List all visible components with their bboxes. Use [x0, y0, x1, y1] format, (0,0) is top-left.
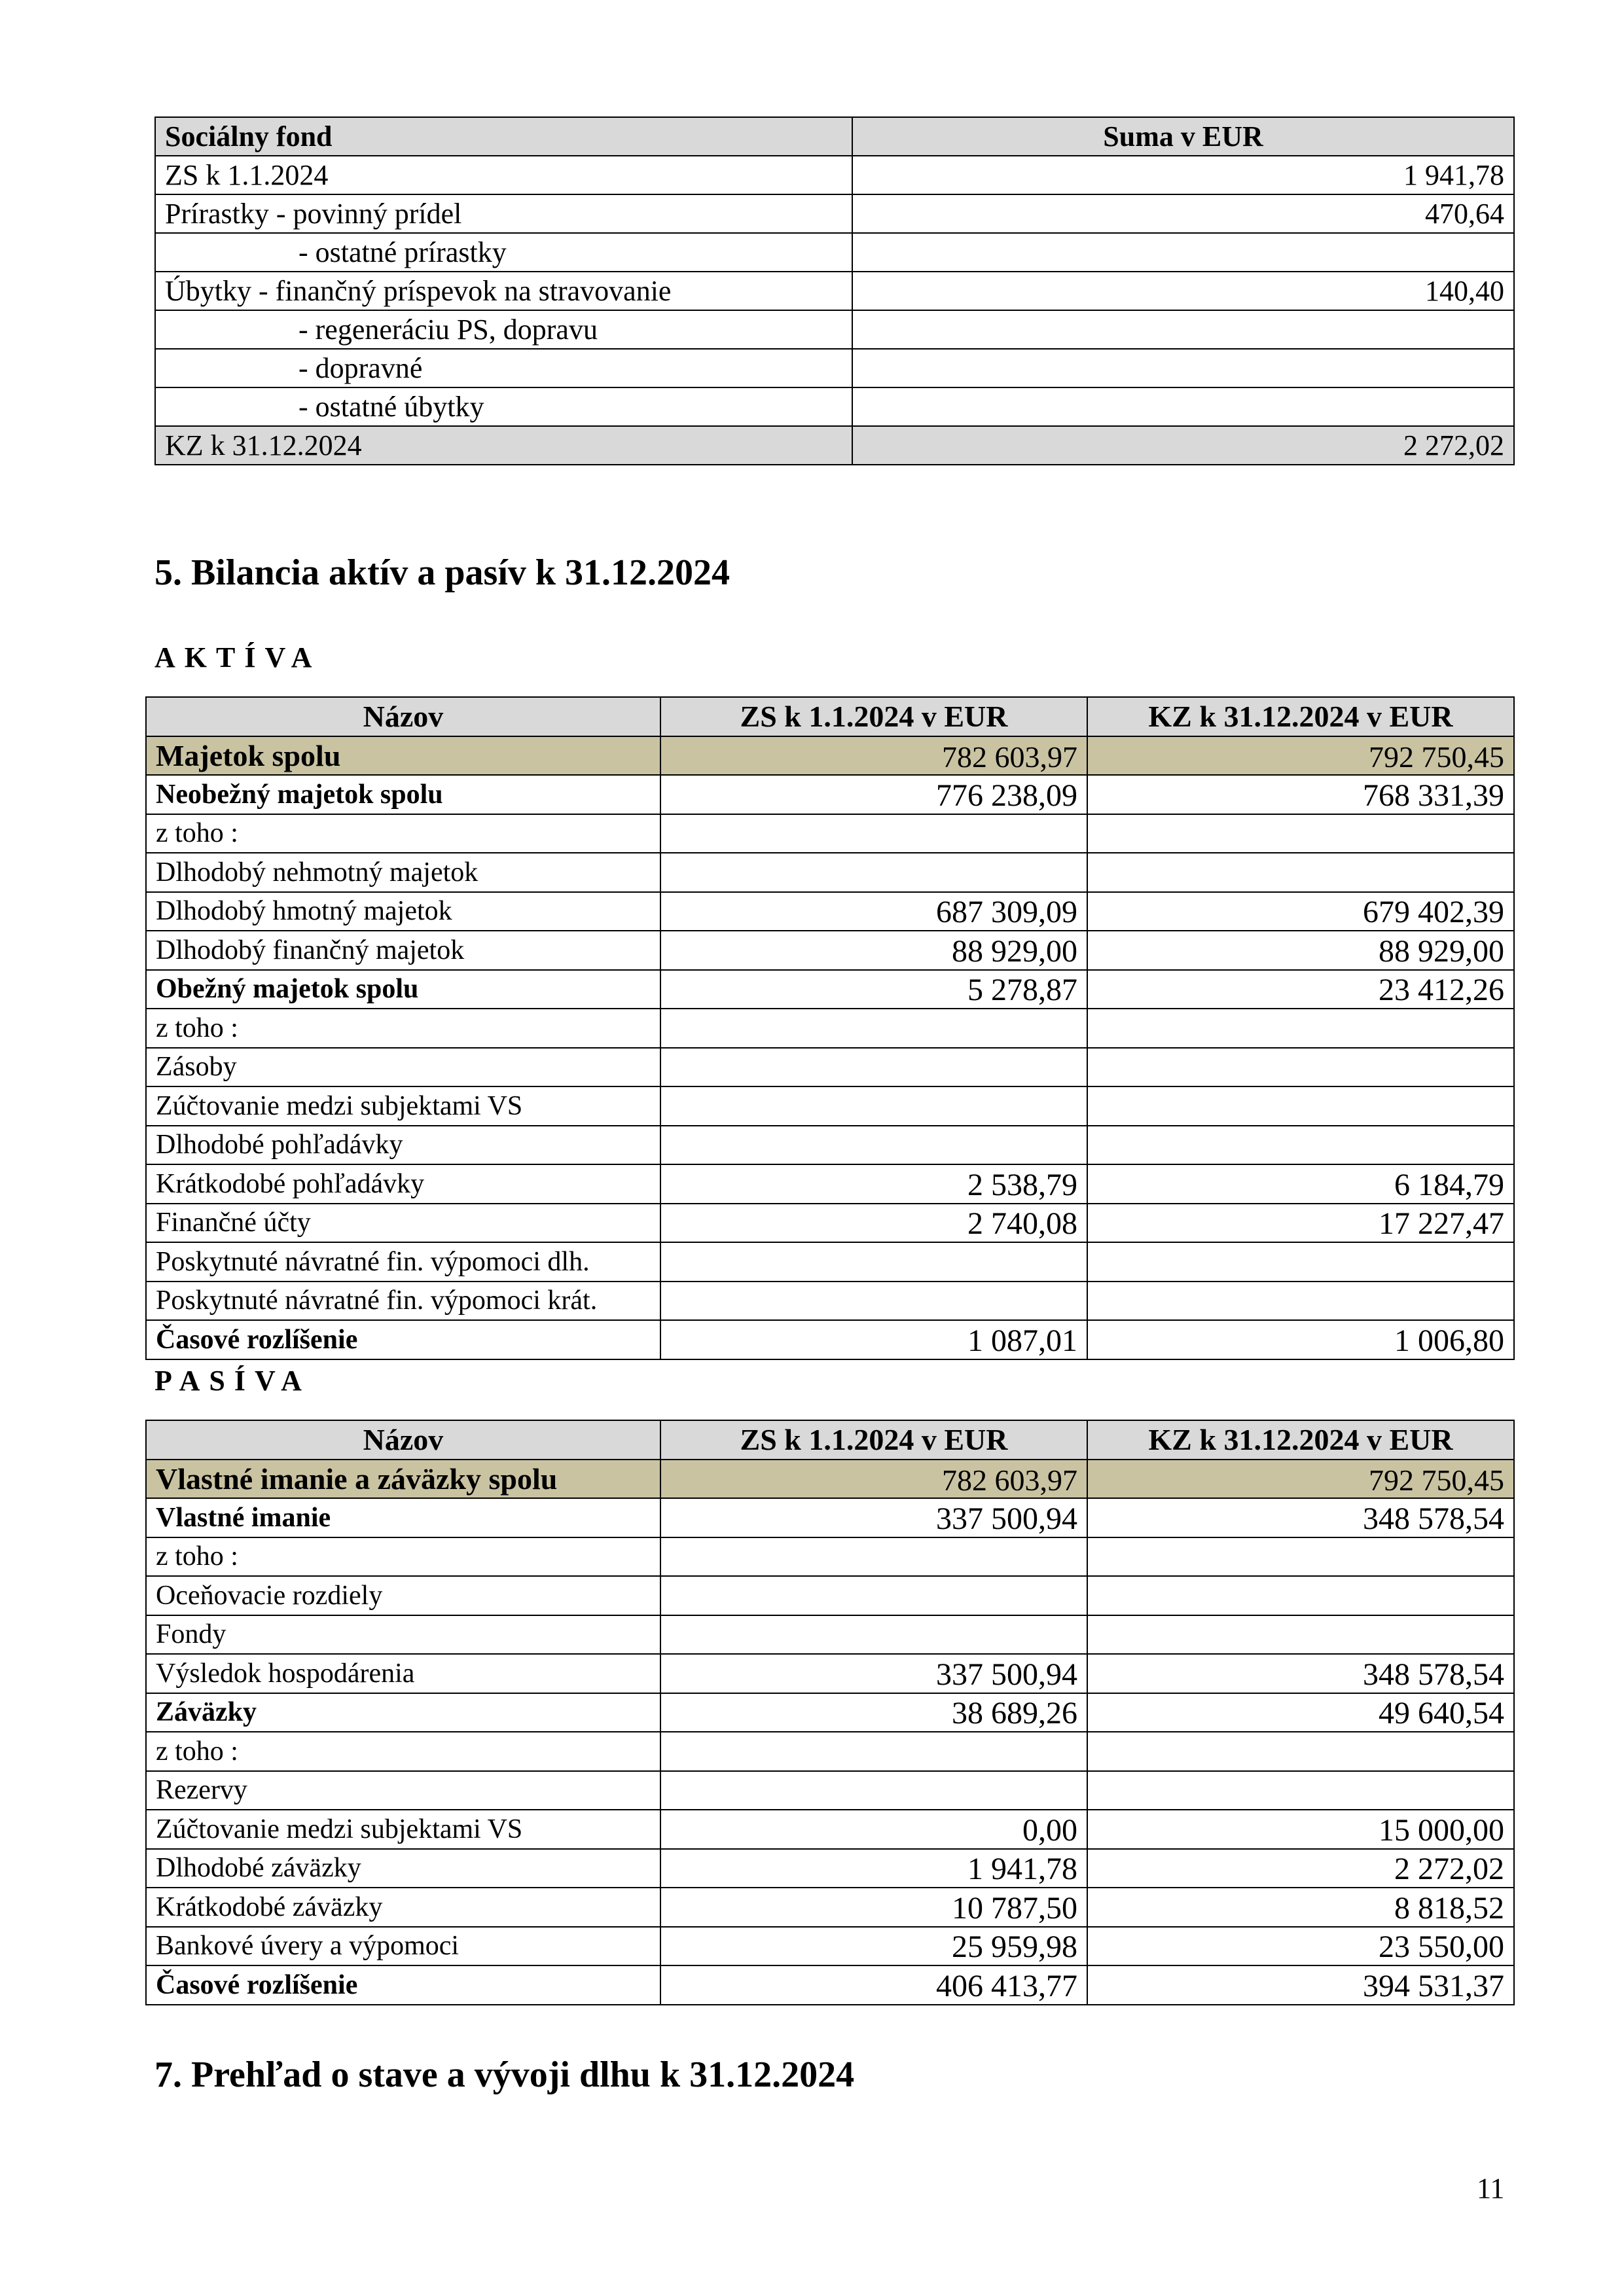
pasiva-row-kz-value [1087, 1771, 1514, 1810]
aktiva-table [145, 696, 1515, 1360]
pasiva-row-kz-value: 49 640,54 [1087, 1693, 1514, 1732]
aktiva-row-kz-value: 23 412,26 [1087, 970, 1514, 1009]
aktiva-row-name: Zúčtovanie medzi subjektami VS [146, 1086, 660, 1126]
pasiva-row-kz-value [1087, 1537, 1514, 1577]
pasiva-header-kz: KZ k 31.12.2024 v EUR [1087, 1420, 1514, 1460]
aktiva-row-kz-value: 17 227,47 [1087, 1204, 1514, 1243]
aktiva-row-name: Dlhodobý hmotný majetok [146, 892, 660, 931]
aktiva-row-kz-value: 679 402,39 [1087, 892, 1514, 931]
aktiva-row-kz-value [1087, 814, 1514, 853]
social-fund-row-label: - ostatné prírastky [155, 233, 852, 272]
aktiva-row-name: z toho : [146, 1009, 660, 1048]
aktiva-row-kz-value [1087, 1126, 1514, 1165]
aktiva-row [146, 736, 1514, 776]
aktiva-row-zs-value [660, 1126, 1087, 1165]
pasiva-row-zs-value: 25 959,98 [660, 1927, 1087, 1966]
pasiva-row [146, 1965, 1514, 2005]
pasiva-row [146, 1498, 1514, 1537]
aktiva-row-name: Neobežný majetok spolu [146, 775, 660, 814]
aktiva-row-zs-value [660, 853, 1087, 892]
pasiva-row-name: Vlastné imanie a záväzky spolu [146, 1460, 660, 1499]
pasiva-row-zs-value: 38 689,26 [660, 1693, 1087, 1732]
pasiva-row-name: Záväzky [146, 1693, 660, 1732]
social-fund-header-label: Sociálny fond [155, 117, 852, 156]
social-fund-row-value: 470,64 [852, 194, 1514, 233]
aktiva-row-kz-value: 768 331,39 [1087, 775, 1514, 814]
pasiva-row-kz-value [1087, 1576, 1514, 1615]
aktiva-row-name: Obežný majetok spolu [146, 970, 660, 1009]
pasiva-row-kz-value: 2 272,02 [1087, 1849, 1514, 1888]
social-fund-row-label: Úbytky - finančný príspevok na stravovanie [155, 272, 852, 310]
pasiva-row-name: z toho : [146, 1537, 660, 1577]
pasiva-row-name: Bankové úvery a výpomoci [146, 1927, 660, 1966]
aktiva-row [146, 1320, 1514, 1359]
aktiva-row [146, 1126, 1514, 1165]
aktiva-row [146, 931, 1514, 970]
social-fund-table [154, 117, 1515, 465]
aktiva-row-zs-value: 1 087,01 [660, 1320, 1087, 1359]
aktiva-row-kz-value [1087, 1282, 1514, 1321]
aktiva-header-kz: KZ k 31.12.2024 v EUR [1087, 697, 1514, 736]
section-7-heading: 7. Prehľad o stave a vývoji dlhu k 31.12.2024 [154, 2054, 855, 2095]
pasiva-table [145, 1420, 1515, 2005]
pasiva-row-kz-value: 394 531,37 [1087, 1965, 1514, 2005]
aktiva-row [146, 775, 1514, 814]
pasiva-row-zs-value: 337 500,94 [660, 1654, 1087, 1693]
pasiva-header-zs: ZS k 1.1.2024 v EUR [660, 1420, 1087, 1460]
pasiva-row-kz-value: 792 750,45 [1087, 1460, 1514, 1499]
social-fund-row-value: 2 272,02 [852, 426, 1514, 465]
section-5-heading: 5. Bilancia aktív a pasív k 31.12.2024 [154, 552, 731, 593]
aktiva-row-zs-value: 782 603,97 [660, 736, 1087, 776]
aktiva-row-zs-value: 88 929,00 [660, 931, 1087, 970]
pasiva-row [146, 1615, 1514, 1655]
pasiva-row-name: z toho : [146, 1732, 660, 1771]
aktiva-row-zs-value [660, 1242, 1087, 1282]
pasiva-row [146, 1537, 1514, 1577]
social-fund-row-value [852, 387, 1514, 426]
aktiva-row-kz-value [1087, 1086, 1514, 1126]
social-fund-row [155, 426, 1514, 465]
aktiva-row [146, 1282, 1514, 1321]
aktiva-row-zs-value: 2 538,79 [660, 1164, 1087, 1204]
social-fund-row-value: 140,40 [852, 272, 1514, 310]
pasiva-row-kz-value: 23 550,00 [1087, 1927, 1514, 1966]
social-fund-row-value [852, 233, 1514, 272]
aktiva-label: AKTÍVA [154, 641, 321, 673]
social-fund-header-row [155, 117, 1514, 156]
social-fund-row [155, 194, 1514, 233]
social-fund-row-label: ZS k 1.1.2024 [155, 156, 852, 194]
pasiva-row-kz-value: 15 000,00 [1087, 1810, 1514, 1849]
pasiva-row [146, 1849, 1514, 1888]
social-fund-row-label: - regeneráciu PS, dopravu [155, 310, 852, 349]
aktiva-row-zs-value [660, 1048, 1087, 1087]
aktiva-row-kz-value: 792 750,45 [1087, 736, 1514, 776]
aktiva-row-name: Majetok spolu [146, 736, 660, 776]
aktiva-row-zs-value: 776 238,09 [660, 775, 1087, 814]
pasiva-row-kz-value: 348 578,54 [1087, 1654, 1514, 1693]
pasiva-row-name: Výsledok hospodárenia [146, 1654, 660, 1693]
aktiva-row [146, 1204, 1514, 1243]
aktiva-row-zs-value: 687 309,09 [660, 892, 1087, 931]
aktiva-row [146, 1009, 1514, 1048]
aktiva-row-kz-value [1087, 1009, 1514, 1048]
aktiva-row-name: Finančné účty [146, 1204, 660, 1243]
aktiva-row-name: Dlhodobý nehmotný majetok [146, 853, 660, 892]
aktiva-row-name: Poskytnuté návratné fin. výpomoci dlh. [146, 1242, 660, 1282]
aktiva-row-kz-value: 6 184,79 [1087, 1164, 1514, 1204]
pasiva-row [146, 1576, 1514, 1615]
aktiva-row [146, 970, 1514, 1009]
pasiva-row-zs-value: 10 787,50 [660, 1888, 1087, 1927]
pasiva-row-zs-value [660, 1615, 1087, 1655]
aktiva-row-name: z toho : [146, 814, 660, 853]
pasiva-row-name: Rezervy [146, 1771, 660, 1810]
pasiva-row-zs-value: 337 500,94 [660, 1498, 1087, 1537]
aktiva-row [146, 1048, 1514, 1087]
social-fund-row [155, 310, 1514, 349]
aktiva-row-name: Krátkodobé pohľadávky [146, 1164, 660, 1204]
social-fund-row-value [852, 310, 1514, 349]
aktiva-row-kz-value: 1 006,80 [1087, 1320, 1514, 1359]
pasiva-row [146, 1810, 1514, 1849]
aktiva-header-row [146, 697, 1514, 736]
aktiva-row-name: Dlhodobý finančný majetok [146, 931, 660, 970]
aktiva-row-name: Poskytnuté návratné fin. výpomoci krát. [146, 1282, 660, 1321]
pasiva-row-kz-value: 348 578,54 [1087, 1498, 1514, 1537]
aktiva-row [146, 853, 1514, 892]
pasiva-row-name: Fondy [146, 1615, 660, 1655]
social-fund-row-value: 1 941,78 [852, 156, 1514, 194]
aktiva-header-zs: ZS k 1.1.2024 v EUR [660, 697, 1087, 736]
pasiva-row [146, 1654, 1514, 1693]
pasiva-row-zs-value [660, 1576, 1087, 1615]
pasiva-row [146, 1732, 1514, 1771]
aktiva-row [146, 1242, 1514, 1282]
aktiva-row-name: Dlhodobé pohľadávky [146, 1126, 660, 1165]
pasiva-row-zs-value [660, 1537, 1087, 1577]
pasiva-label: PASÍVA [154, 1365, 311, 1397]
aktiva-header-name: Názov [146, 697, 660, 736]
pasiva-row-zs-value: 0,00 [660, 1810, 1087, 1849]
pasiva-row-zs-value: 1 941,78 [660, 1849, 1087, 1888]
pasiva-row-name: Časové rozlíšenie [146, 1965, 660, 2005]
social-fund-row [155, 272, 1514, 310]
social-fund-row-value [852, 349, 1514, 387]
social-fund-row [155, 156, 1514, 194]
page-number: 11 [1477, 2172, 1505, 2204]
aktiva-row-zs-value [660, 1009, 1087, 1048]
pasiva-row-zs-value [660, 1732, 1087, 1771]
aktiva-row [146, 892, 1514, 931]
aktiva-row-zs-value [660, 1086, 1087, 1126]
social-fund-row [155, 387, 1514, 426]
aktiva-row-name: Časové rozlíšenie [146, 1320, 660, 1359]
pasiva-row-name: Oceňovacie rozdiely [146, 1576, 660, 1615]
pasiva-row-name: Zúčtovanie medzi subjektami VS [146, 1810, 660, 1849]
aktiva-row-kz-value: 88 929,00 [1087, 931, 1514, 970]
pasiva-row-kz-value [1087, 1732, 1514, 1771]
social-fund-row-label: Prírastky - povinný prídel [155, 194, 852, 233]
aktiva-row-name: Zásoby [146, 1048, 660, 1087]
aktiva-row [146, 1164, 1514, 1204]
aktiva-row-zs-value: 2 740,08 [660, 1204, 1087, 1243]
aktiva-row-zs-value: 5 278,87 [660, 970, 1087, 1009]
pasiva-row [146, 1927, 1514, 1966]
pasiva-row-name: Vlastné imanie [146, 1498, 660, 1537]
pasiva-row [146, 1888, 1514, 1927]
social-fund-row-label: - ostatné úbytky [155, 387, 852, 426]
pasiva-row [146, 1460, 1514, 1499]
social-fund-header-amount: Suma v EUR [852, 117, 1514, 156]
aktiva-row-zs-value [660, 814, 1087, 853]
pasiva-header-row [146, 1420, 1514, 1460]
pasiva-row-zs-value: 406 413,77 [660, 1965, 1087, 2005]
aktiva-row-kz-value [1087, 853, 1514, 892]
aktiva-row [146, 1086, 1514, 1126]
pasiva-row-kz-value [1087, 1615, 1514, 1655]
aktiva-row-kz-value [1087, 1242, 1514, 1282]
social-fund-row-label: KZ k 31.12.2024 [155, 426, 852, 465]
aktiva-row-zs-value [660, 1282, 1087, 1321]
pasiva-header-name: Názov [146, 1420, 660, 1460]
pasiva-row-zs-value [660, 1771, 1087, 1810]
aktiva-row-kz-value [1087, 1048, 1514, 1087]
pasiva-row-zs-value: 782 603,97 [660, 1460, 1087, 1499]
social-fund-row [155, 233, 1514, 272]
aktiva-row [146, 814, 1514, 853]
pasiva-row-name: Krátkodobé záväzky [146, 1888, 660, 1927]
pasiva-row [146, 1693, 1514, 1732]
pasiva-row [146, 1771, 1514, 1810]
social-fund-row [155, 349, 1514, 387]
pasiva-row-kz-value: 8 818,52 [1087, 1888, 1514, 1927]
social-fund-row-label: - dopravné [155, 349, 852, 387]
pasiva-row-name: Dlhodobé záväzky [146, 1849, 660, 1888]
